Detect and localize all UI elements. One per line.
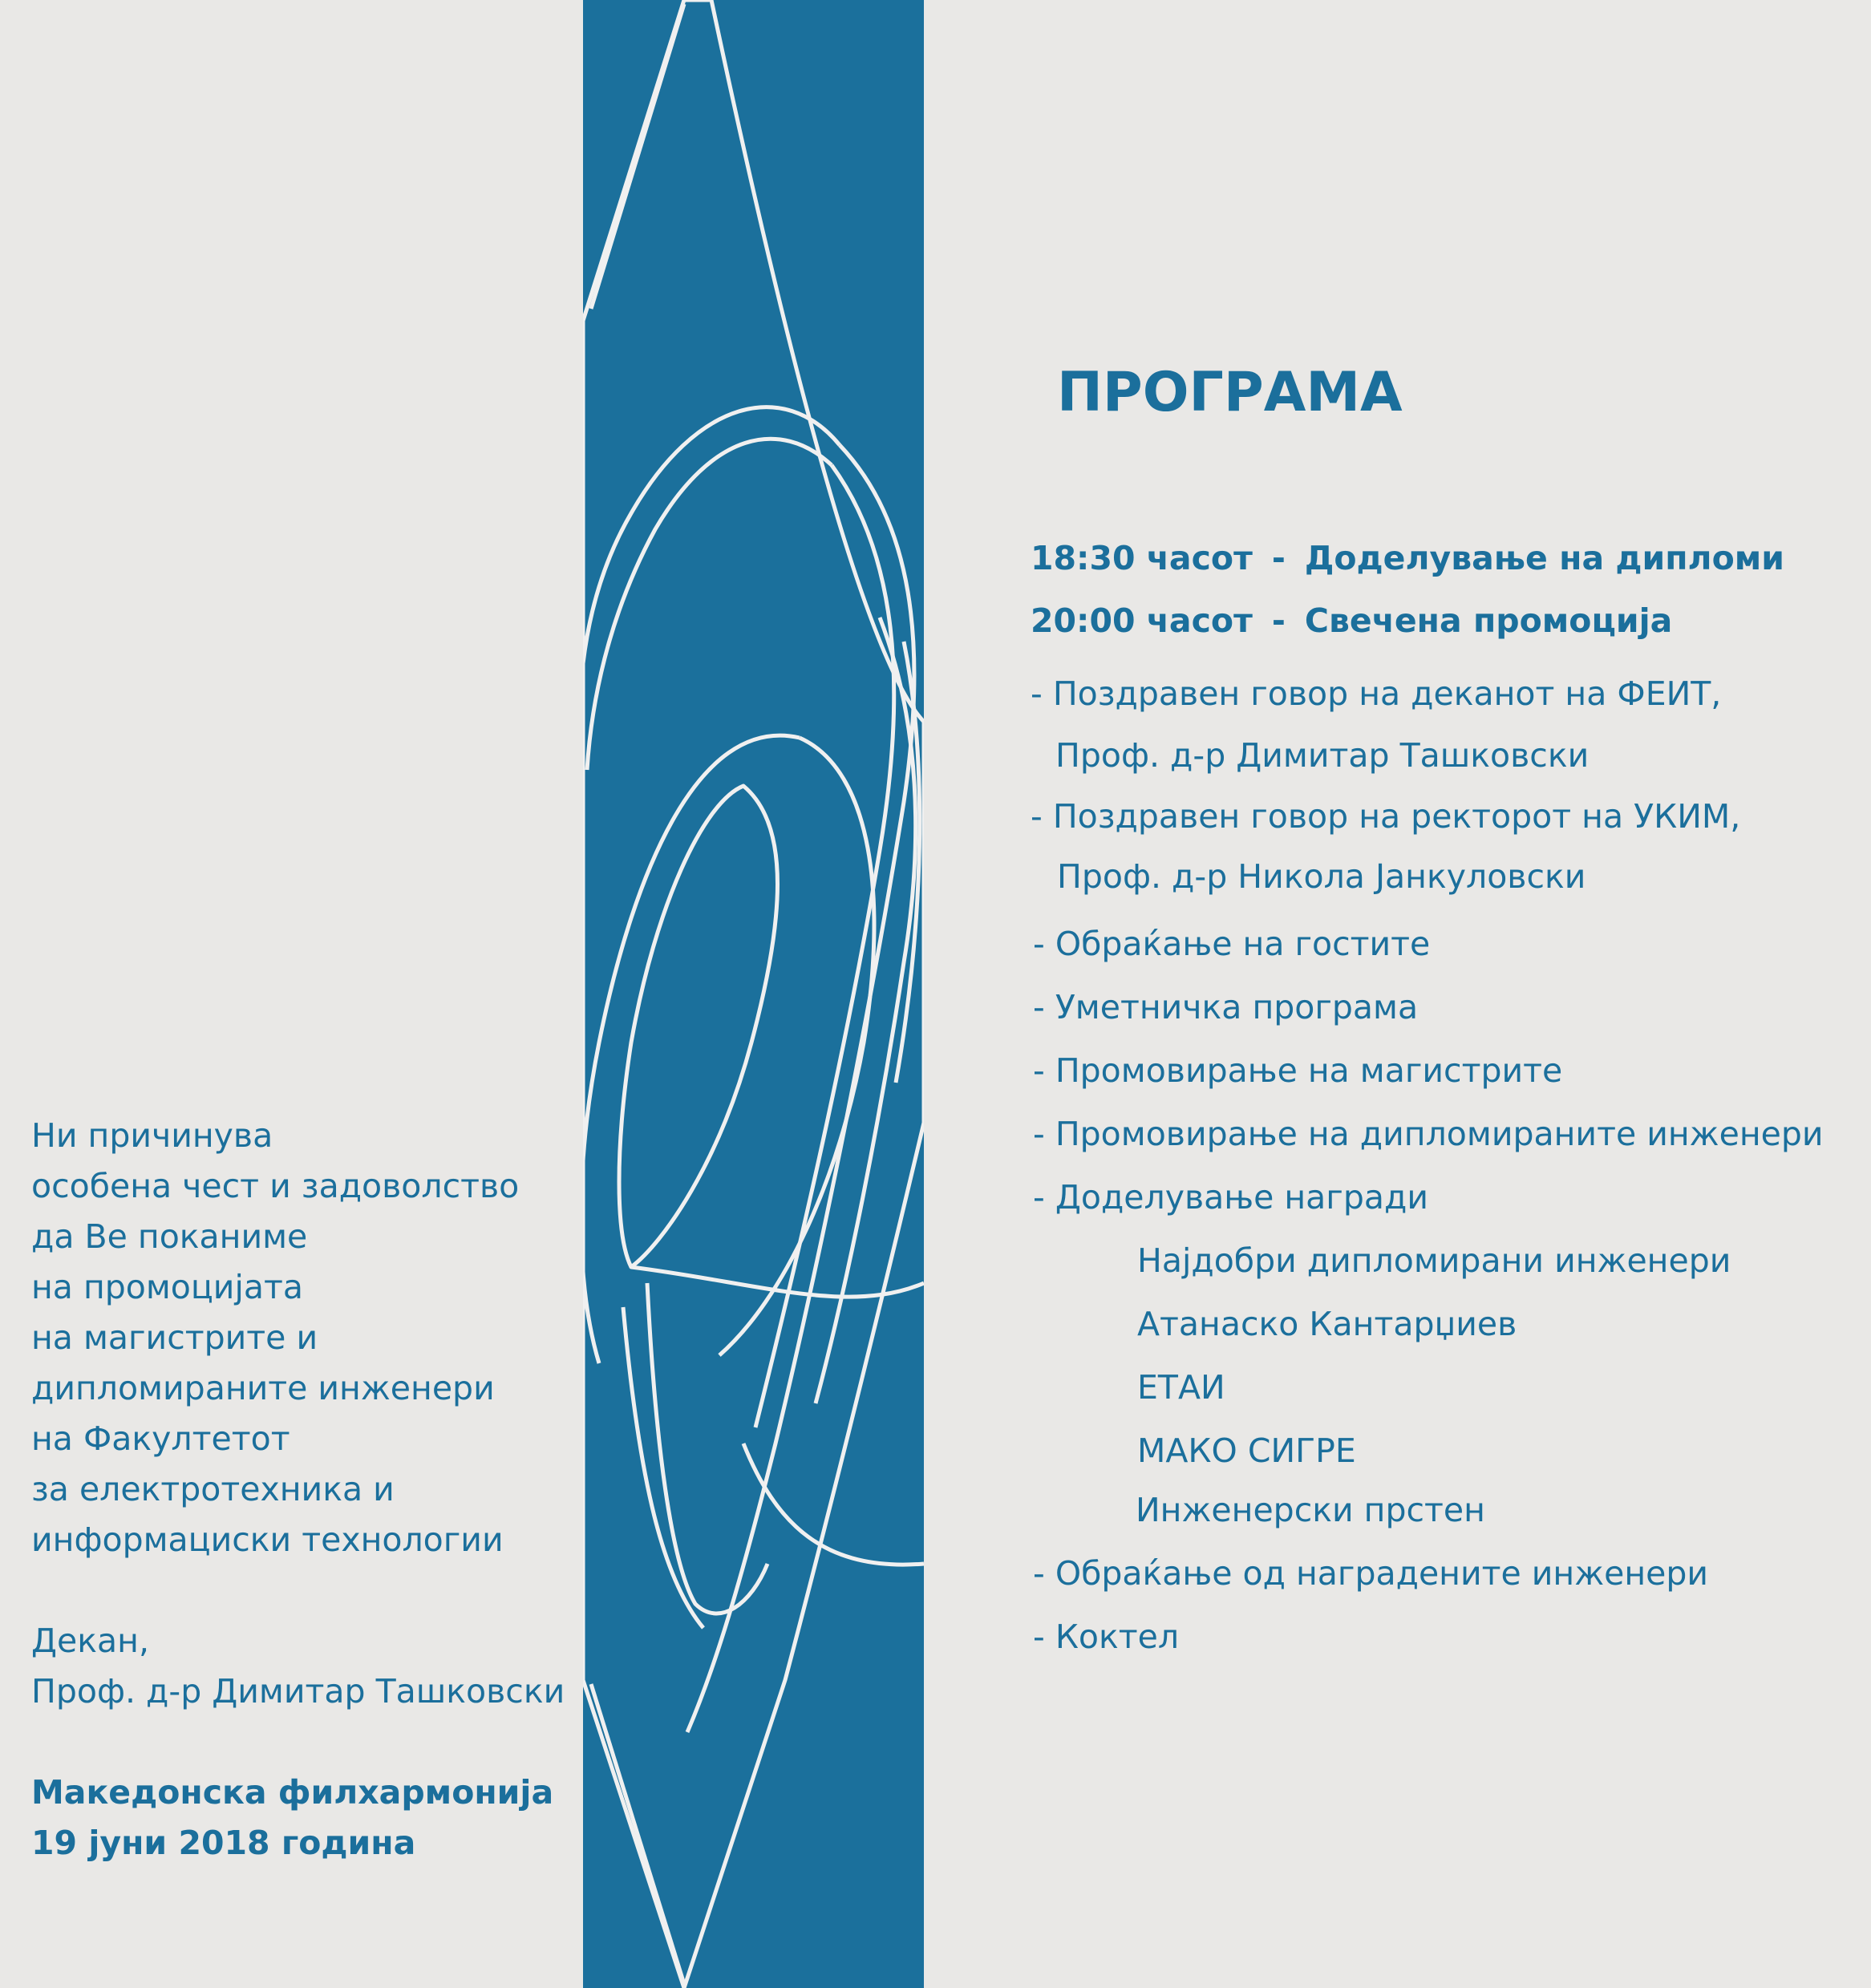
- schedule-time: 20:00 часот: [1031, 601, 1253, 640]
- award-item: Инженерски прстен: [1136, 1491, 1485, 1529]
- invitation-line: на Факултетот: [31, 1419, 290, 1458]
- schedule-row: [1031, 534, 1784, 582]
- schedule-time: 18:30 часот: [1031, 539, 1253, 577]
- program-item: - Поздравен говор на ректорот на УКИМ,: [1031, 797, 1741, 836]
- program-item: - Обраќање на гостите: [1033, 925, 1431, 963]
- program-title: ПРОГРАМА: [1057, 361, 1403, 424]
- invitation-text: [31, 1111, 577, 1869]
- invitation-line: за електротехника и: [31, 1470, 395, 1508]
- award-item: ЕТАИ: [1137, 1368, 1225, 1407]
- program-item: - Промовирање на дипломираните инженери: [1033, 1115, 1824, 1153]
- program-item: - Обраќање од наградените инженери: [1033, 1554, 1709, 1593]
- award-item: Атанаско Кантарџиев: [1137, 1305, 1517, 1343]
- award-item: МАКО СИГРЕ: [1137, 1431, 1356, 1470]
- invitation-line: дипломираните инженери: [31, 1369, 495, 1407]
- invitation-line: на магистрите и: [31, 1318, 318, 1357]
- signature-name: Проф. д-р Димитар Ташковски: [31, 1672, 565, 1711]
- invitation-line: да Ве поканиме: [31, 1217, 308, 1256]
- award-item: Најдобри дипломирани инженери: [1137, 1241, 1731, 1280]
- invitation-line: Ни причинува: [31, 1116, 273, 1155]
- invitation-line: особена чест и задоволство: [31, 1167, 520, 1205]
- program-item: - Уметничка програма: [1033, 988, 1419, 1026]
- venue: Македонска филхармонија: [31, 1773, 554, 1812]
- program-item: - Промовирање на магистрите: [1033, 1051, 1563, 1090]
- invitation-line: информациски технологии: [31, 1520, 504, 1559]
- schedule-row: [1031, 597, 1672, 645]
- program-item: Проф. д-р Никола Јанкуловски: [1057, 857, 1586, 896]
- program-item: Проф. д-р Димитар Ташковски: [1055, 736, 1590, 775]
- program-item: - Поздравен говор на деканот на ФЕИТ,: [1031, 674, 1722, 713]
- faculty-logo-line-art: [583, 0, 924, 1988]
- event-date: 19 јуни 2018 година: [31, 1824, 416, 1862]
- program-item: - Доделување награди: [1033, 1178, 1428, 1217]
- decorative-band: [583, 0, 924, 1988]
- schedule-separator: -: [1271, 539, 1286, 577]
- schedule-event: Свечена промоција: [1304, 601, 1673, 640]
- schedule-event: Доделување на дипломи: [1304, 539, 1784, 577]
- signature-role: Декан,: [31, 1622, 149, 1660]
- invitation-line: на промоцијата: [31, 1268, 303, 1306]
- schedule-separator: -: [1271, 601, 1286, 640]
- program-item: - Коктел: [1033, 1618, 1180, 1656]
